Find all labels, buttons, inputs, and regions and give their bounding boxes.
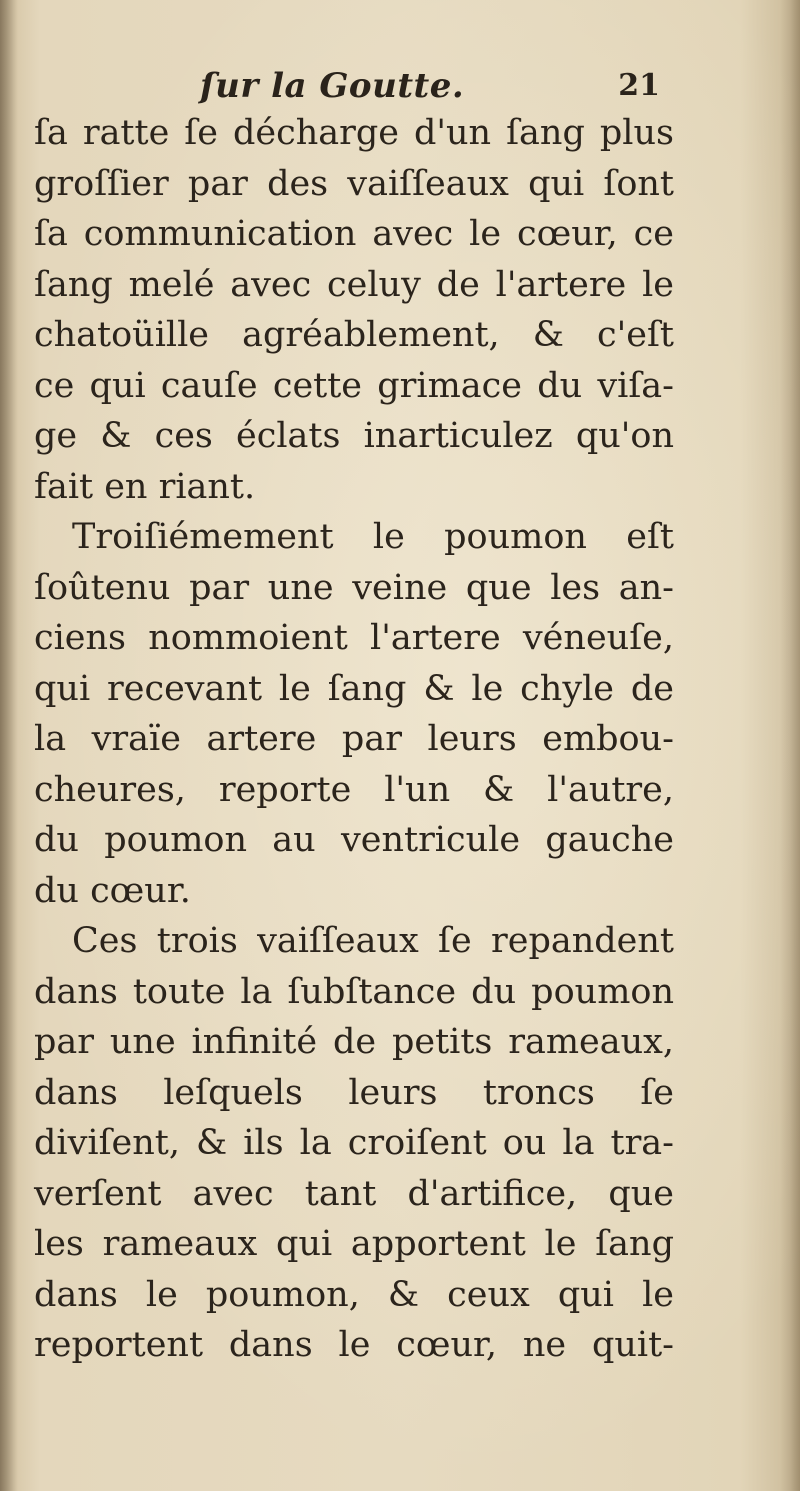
- text-line: ſoûtenu par une veine que les an-: [34, 567, 674, 608]
- text-line: fait en riant.: [34, 466, 256, 507]
- text-line: ſa ratte ſe décharge d'un ſang plus: [34, 113, 674, 153]
- page-number: 21: [618, 68, 660, 103]
- text-line: ſa communication avec le cœur, ce: [34, 214, 674, 254]
- text-line: groſſier par des vaiſſeaux qui ſont: [34, 163, 674, 204]
- text-line: du cœur.: [34, 870, 191, 911]
- text-line: les rameaux qui apportent le ſang: [34, 1224, 674, 1264]
- text-line: ce qui cauſe cette grimace du viſa-: [34, 365, 674, 406]
- text-line: qui recevant le ſang & le chyle de: [34, 668, 674, 709]
- text-line: ſang melé avec celuy de l'artere le: [34, 264, 674, 305]
- body-text: [34, 108, 674, 1371]
- text-line: ciens nommoient l'artere véneuſe,: [34, 618, 674, 658]
- text-line: dans leſquels leurs troncs ſe: [34, 1072, 674, 1113]
- gutter-shadow: [0, 0, 18, 1491]
- text-line: Ces trois vaiſſeaux ſe repandent: [72, 921, 674, 961]
- text-line: la vraïe artere par leurs embou-: [34, 719, 674, 759]
- text-line: du poumon au ventricule gauche: [34, 820, 674, 860]
- text-line: diviſent, & ils la croiſent ou la tra-: [34, 1123, 674, 1163]
- text-line: dans le poumon, & ceux qui le: [34, 1274, 674, 1315]
- page-edge: [780, 0, 800, 1491]
- text-line: verſent avec tant d'artifice, que: [34, 1173, 674, 1214]
- text-line: reportent dans le cœur, ne quit-: [34, 1325, 674, 1365]
- text-line: ge & ces éclats inarticulez qu'on: [34, 416, 674, 456]
- page-header: [200, 60, 660, 110]
- running-title: ſur la Goutte.: [200, 66, 465, 106]
- text-line: dans toute la ſubſtance du poumon: [34, 971, 674, 1012]
- text-line: Troiſiémement le poumon eſt: [72, 517, 674, 557]
- text-line: cheures, reporte l'un & l'autre,: [34, 769, 674, 810]
- text-line: par une infinité de petits rameaux,: [34, 1022, 674, 1062]
- text-line: chatoüille agréablement, & c'eſt: [34, 315, 674, 355]
